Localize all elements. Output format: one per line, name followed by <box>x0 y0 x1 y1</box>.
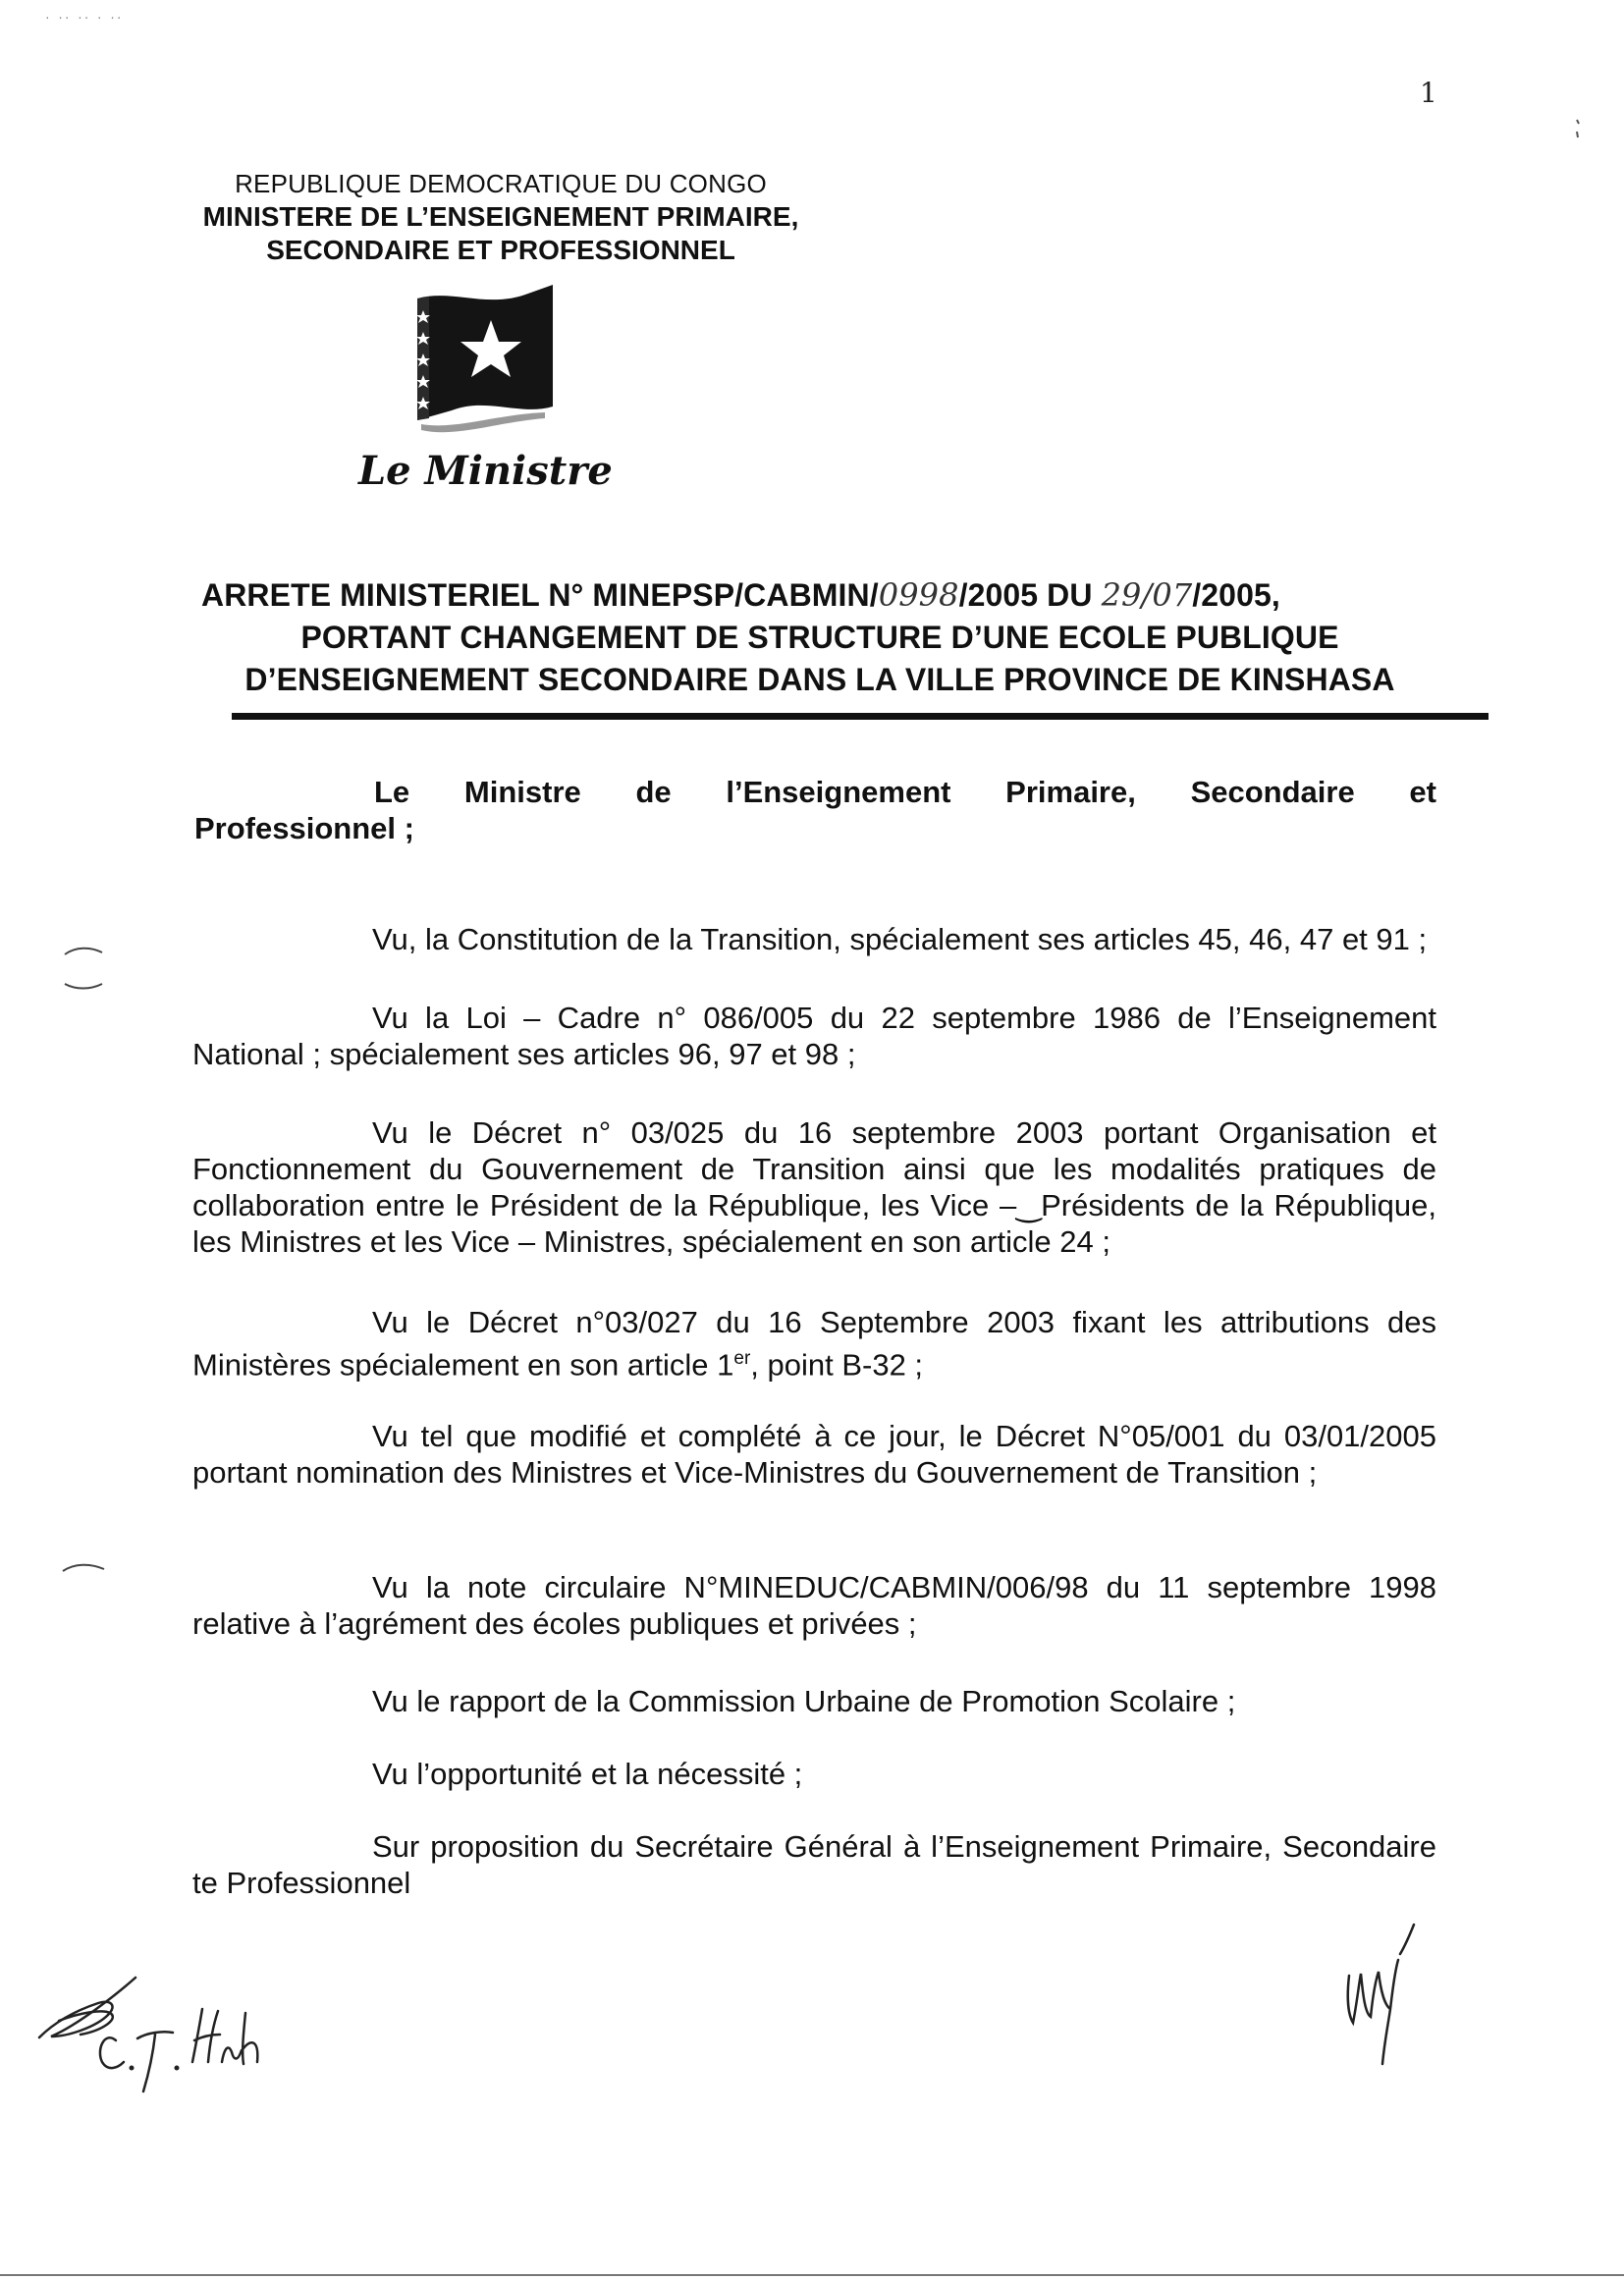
paragraph-decret-05-001: Vu tel que modifié et complété à ce jour, le Décret N°05/001 du 03/01/2005 portant nomination des Ministres et Vice-Ministres du Gouvernement de Transition ; <box>192 1419 1436 1490</box>
republic-name: REPUBLIQUE DEMOCRATIQUE DU CONGO <box>235 169 767 198</box>
paragraph-text: , point B-32 ; <box>750 1347 924 1383</box>
paragraph-note-circulaire: Vu la note circulaire N°MINEDUC/CABMIN/006/98 du 11 septembre 1998 relative à l’agrément des écoles publiques et privées ; <box>192 1570 1436 1641</box>
decree-title-suffix: /2005, <box>1192 577 1280 613</box>
drc-flag-emblem-icon <box>407 281 565 443</box>
preamble-line2: Professionnel ; <box>194 811 414 845</box>
preamble-word: et <box>1409 775 1436 809</box>
margin-mark-icon <box>61 1559 110 1579</box>
preamble-word: l’Enseignement <box>726 775 951 809</box>
decree-title-line3: D’ENSEIGNEMENT SECONDAIRE DANS LA VILLE PROVINCE DE KINSHASA <box>244 662 1395 697</box>
paragraph-decret-03-025: Vu le Décret n° 03/025 du 16 septembre 2003 portant Organisation et Fonctionnement du Gouvernement de Transition ainsi que les modalités pratiques de collaboration entre le Président de la République, les Vice –‿Présidents de la République, les Ministres et les Vice – Ministres, spécialement en son article 24 ; <box>192 1115 1436 1259</box>
handwritten-signature-icon <box>0 1915 1624 2111</box>
preamble-word: Secondaire <box>1190 775 1355 809</box>
paragraph-decret-03-027 <box>192 1304 1436 1383</box>
title-underline-rule <box>232 713 1489 720</box>
preamble <box>194 774 1436 846</box>
decree-title <box>201 574 1478 701</box>
margin-mark-icon <box>1571 118 1585 141</box>
decree-title-line1 <box>201 574 1478 617</box>
page-bottom-edge <box>0 2274 1624 2276</box>
ministry-name-line1: MINISTERE DE L’ENSEIGNEMENT PRIMAIRE, <box>202 201 799 232</box>
preamble-word: Le <box>374 775 410 809</box>
paragraph-text: Vu le Décret n°03/027 du 16 Septembre 2003 fixant les attributions des Ministères spécialement en son article 1 <box>192 1305 1436 1383</box>
preamble-word: de <box>635 775 672 809</box>
preamble-word: Primaire, <box>1005 775 1136 809</box>
paragraph-constitution: Vu, la Constitution de la Transition, spécialement ses articles 45, 46, 47 et 91 ; <box>372 922 1428 956</box>
decree-number-handwritten: 0998 <box>878 576 959 614</box>
decree-date-handwritten: 29/07 <box>1101 576 1193 614</box>
paragraph-proposition: Sur proposition du Secrétaire Général à l’Enseignement Primaire, Secondaire te Professionnel <box>192 1829 1436 1900</box>
paragraph-loi-cadre: Vu la Loi – Cadre n° 086/005 du 22 septembre 1986 de l’Enseignement National ; spécialement ses articles 96, 97 et 98 ; <box>192 1001 1436 1071</box>
ministry-name-line2: SECONDAIRE ET PROFESSIONNEL <box>266 235 735 265</box>
margin-mark-icon <box>61 945 110 994</box>
decree-title-line2: PORTANT CHANGEMENT DE STRUCTURE D’UNE ECOLE PUBLIQUE <box>300 620 1339 655</box>
paragraph-opportunite: Vu l’opportunité et la nécessité ; <box>372 1757 803 1791</box>
page-number: 1 <box>1420 77 1437 109</box>
paragraph-rapport: Vu le rapport de la Commission Urbaine de Promotion Scolaire ; <box>372 1684 1236 1718</box>
preamble-line1 <box>194 774 1436 810</box>
scan-artifact: · ·· ·· · ·· <box>44 12 123 25</box>
decree-title-prefix: ARRETE MINISTERIEL N° MINEPSP/CABMIN/ <box>201 577 879 613</box>
document-header <box>147 167 854 267</box>
superscript: er <box>733 1348 751 1369</box>
preamble-word: Ministre <box>463 775 581 809</box>
minister-caption: Le Ministre <box>358 448 613 494</box>
decree-title-middle: /2005 DU <box>958 577 1102 613</box>
